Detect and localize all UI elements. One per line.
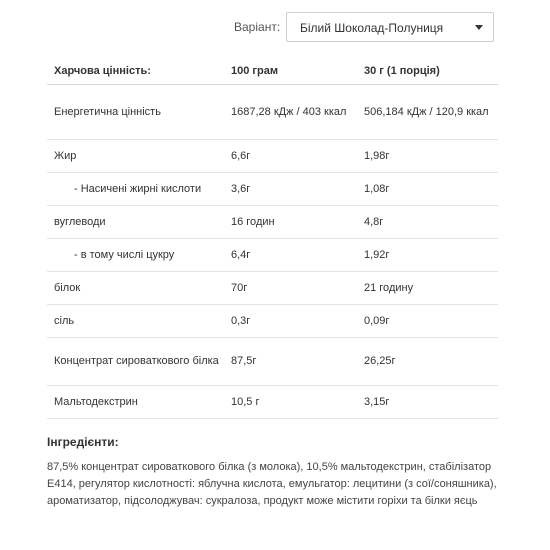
row-per-serving: 4,8г	[358, 206, 498, 239]
row-per-100g: 87,5г	[225, 338, 358, 386]
table-row	[47, 140, 498, 173]
row-name: - Насичені жирні кислоти	[47, 173, 225, 206]
nutrition-table	[47, 58, 498, 419]
row-per-100g: 6,4г	[225, 239, 358, 272]
table-row	[47, 338, 498, 386]
variant-label: Варіант:	[234, 20, 281, 34]
row-per-serving: 506,184 кДж / 120,9 ккал	[358, 85, 498, 140]
row-per-100g: 10,5 г	[225, 386, 358, 419]
row-per-serving: 26,25г	[358, 338, 498, 386]
row-per-serving: 1,98г	[358, 140, 498, 173]
row-per-100g: 6,6г	[225, 140, 358, 173]
row-name: білок	[47, 272, 225, 305]
row-name: Мальтодекстрин	[47, 386, 225, 419]
row-per-serving: 0,09г	[358, 305, 498, 338]
ingredients-title: Інгредієнти:	[47, 435, 119, 449]
header-nutrition: Харчова цінність:	[47, 58, 225, 85]
table-row	[47, 386, 498, 419]
caret-down-icon	[475, 25, 483, 30]
row-per-serving: 1,92г	[358, 239, 498, 272]
table-row	[47, 85, 498, 140]
variant-dropdown[interactable]	[286, 12, 494, 42]
row-per-serving: 1,08г	[358, 173, 498, 206]
variant-selector-row	[0, 12, 550, 44]
row-per-100g: 3,6г	[225, 173, 358, 206]
row-per-100g: 70г	[225, 272, 358, 305]
row-per-100g: 1687,28 кДж / 403 ккал	[225, 85, 358, 140]
table-row	[47, 206, 498, 239]
table-row	[47, 272, 498, 305]
row-name: вуглеводи	[47, 206, 225, 239]
nutrition-header-row	[47, 58, 498, 85]
row-per-serving: 21 годину	[358, 272, 498, 305]
row-name: Жир	[47, 140, 225, 173]
row-name: - в тому числі цукру	[47, 239, 225, 272]
variant-selected-value: Білий Шоколад-Полуниця	[300, 21, 444, 35]
ingredients-text: 87,5% концентрат сироваткового білка (з молока), 10,5% мальтодекстрин, стабілізатор E414, регулятор кислотності: яблучна кислота, емульгатор: лецитини (з сої/соняшника), ароматизатор, підсолоджувач: сукралоза, продукт може містити горіхи та білки яєць	[47, 461, 497, 507]
row-per-serving: 3,15г	[358, 386, 498, 419]
row-name: Енергетична цінність	[47, 85, 225, 140]
row-name: Концентрат сироваткового білка	[47, 338, 225, 386]
row-per-100g: 16 годин	[225, 206, 358, 239]
table-row	[47, 173, 498, 206]
header-per-100g: 100 грам	[225, 58, 358, 85]
row-per-100g: 0,3г	[225, 305, 358, 338]
header-per-serving: 30 г (1 порція)	[358, 58, 498, 85]
table-row	[47, 305, 498, 338]
table-row	[47, 239, 498, 272]
row-name: сіль	[47, 305, 225, 338]
